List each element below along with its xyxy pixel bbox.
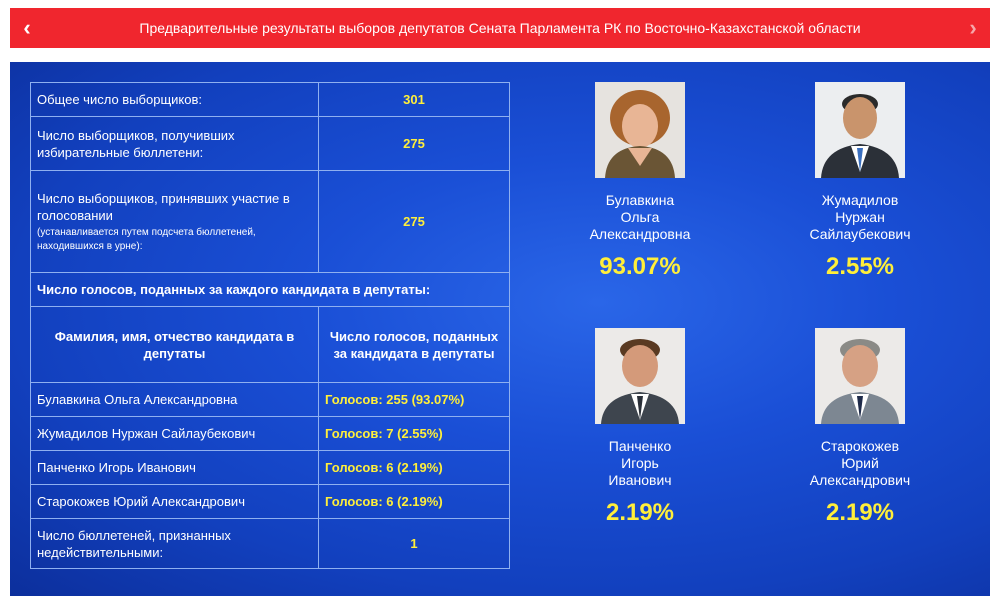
participated-label: Число выборщиков, принявших участие в голосовании <box>37 190 290 223</box>
participated-value: 275 <box>319 171 510 273</box>
table-row <box>31 417 510 451</box>
chevron-right-icon[interactable]: › <box>969 15 977 40</box>
candidate-name-cell: Старокожев Юрий Александрович <box>31 485 319 519</box>
candidate-photo <box>595 328 685 424</box>
candidate-name <box>760 438 960 489</box>
results-table <box>30 82 510 569</box>
total-electors-label: Общее число выборщиков: <box>31 83 319 117</box>
candidate-name-cell: Жумадилов Нуржан Сайлаубекович <box>31 417 319 451</box>
table-row <box>31 171 510 273</box>
candidate-photo <box>815 82 905 178</box>
candidate-surname: Старокожев <box>820 438 900 454</box>
candidate-card <box>540 328 740 527</box>
candidate-firstname: Ольга <box>620 209 660 225</box>
candidate-patronymic: Александрович <box>809 472 911 488</box>
results-panel <box>10 62 990 596</box>
candidate-percent: 2.19% <box>605 499 675 526</box>
received-label: Число выборщиков, получивших избирательные бюллетени: <box>31 117 319 171</box>
candidate-percent: 93.07% <box>599 253 681 280</box>
candidate-surname: Булавкина <box>605 192 675 208</box>
col-votes-header: Число голосов, поданных за кандидата в депутаты <box>319 307 510 383</box>
candidate-votes-cell: Голосов: 7 (2.55%) <box>319 417 510 451</box>
candidate-patronymic: Александровна <box>589 226 691 242</box>
invalid-label: Число бюллетеней, признанных недействительными: <box>31 519 319 569</box>
candidate-percent: 2.55% <box>825 253 895 280</box>
candidate-card <box>760 82 960 281</box>
candidate-name <box>760 192 960 243</box>
page-title: Предварительные результаты выборов депутатов Сената Парламента РК по Восточно-Казахстанской области <box>139 20 861 36</box>
table-header-row <box>31 307 510 383</box>
received-value: 275 <box>319 117 510 171</box>
participated-note: (устанавливается путем подсчета бюллетеней, находившихся в урне): <box>37 226 256 252</box>
candidate-card <box>760 328 960 527</box>
candidate-votes-cell: Голосов: 255 (93.07%) <box>319 383 510 417</box>
table-row <box>31 519 510 569</box>
table-row <box>31 273 510 307</box>
votes-section-label: Число голосов, поданных за каждого кандидата в депутаты: <box>31 273 510 307</box>
candidate-votes-cell: Голосов: 6 (2.19%) <box>319 451 510 485</box>
header-bar <box>10 8 990 48</box>
table-row <box>31 117 510 171</box>
invalid-value: 1 <box>319 519 510 569</box>
candidate-name <box>540 192 740 243</box>
candidate-card <box>540 82 740 281</box>
candidate-photo <box>815 328 905 424</box>
table-row <box>31 83 510 117</box>
candidate-surname: Жумадилов <box>821 192 899 208</box>
candidate-patronymic: Иванович <box>608 472 672 488</box>
candidate-firstname: Игорь <box>621 455 659 471</box>
participated-label-cell <box>31 171 319 273</box>
candidate-surname: Панченко <box>608 438 672 454</box>
col-name-header: Фамилия, имя, отчество кандидата в депутаты <box>31 307 319 383</box>
table-row <box>31 451 510 485</box>
table-row <box>31 383 510 417</box>
chevron-left-icon[interactable]: ‹ <box>23 15 31 40</box>
candidate-name <box>540 438 740 489</box>
candidate-percent: 2.19% <box>825 499 895 526</box>
total-electors-value: 301 <box>319 83 510 117</box>
candidate-votes-cell: Голосов: 6 (2.19%) <box>319 485 510 519</box>
table-row <box>31 485 510 519</box>
candidate-patronymic: Сайлаубекович <box>809 226 911 242</box>
candidate-photo <box>595 82 685 178</box>
candidate-name-cell: Булавкина Ольга Александровна <box>31 383 319 417</box>
candidate-firstname: Юрий <box>841 455 879 471</box>
candidate-firstname: Нуржан <box>835 209 885 225</box>
candidate-name-cell: Панченко Игорь Иванович <box>31 451 319 485</box>
